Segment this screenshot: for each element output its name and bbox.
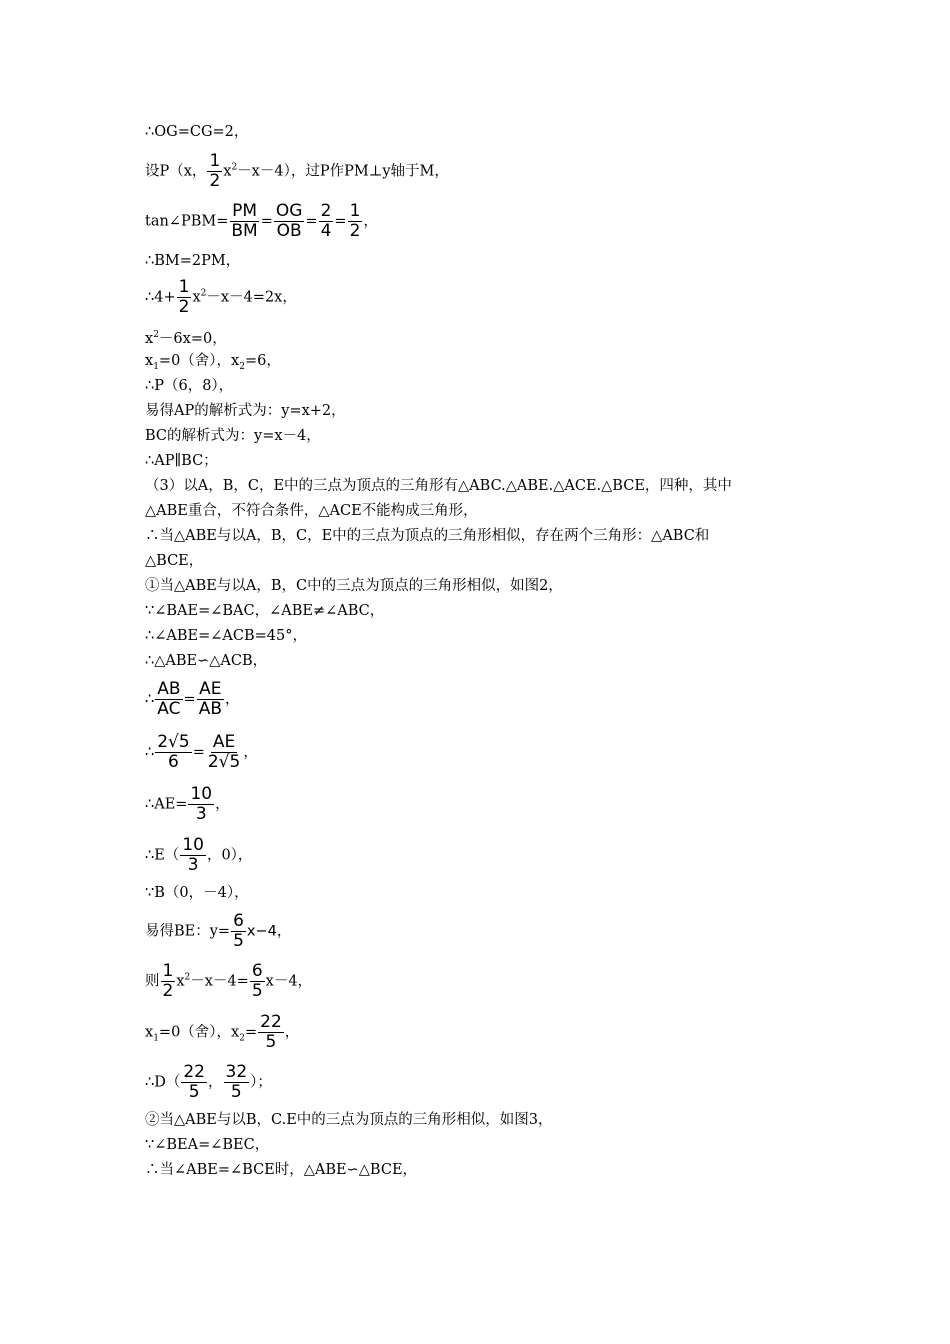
numerator: 10 [182,835,204,855]
numerator: 2√5 [157,732,190,752]
fraction [181,1063,207,1102]
line [145,502,478,520]
text: ∴AE= [145,796,188,813]
fraction [177,278,192,317]
text: －x－4= [190,973,249,990]
line [145,152,449,191]
text: x−4， [246,923,292,940]
text: ∴E（ [145,847,180,864]
text: = [192,744,205,761]
line [145,1063,272,1102]
denominator: 3 [187,855,199,875]
numerator: 32 [225,1062,248,1082]
line [145,912,291,951]
text: ）； [250,1074,272,1091]
line [145,1013,299,1052]
denominator: 2 [162,981,174,1001]
line [145,680,239,719]
text: ∴D（ [145,1074,181,1091]
line [145,652,267,670]
text: ， [243,744,258,761]
fraction [348,202,363,241]
denominator: 5 [265,1032,277,1052]
superscript: 2 [153,330,159,340]
text: △ABE重合，不符合条件，△ACE不能构成三角形， [145,503,478,519]
text: 易得BE：y= [145,923,231,940]
numerator: 1 [178,277,190,297]
line [145,202,378,241]
denominator: AB [198,699,222,719]
superscript: 2 [231,162,238,173]
line [145,402,346,420]
numerator: 22 [260,1012,282,1032]
denominator: 4 [320,221,332,241]
subscript: 1 [153,361,159,372]
text: －6x=0， [158,330,227,347]
text: ①当△ABE与以A，B，C中的三点为顶点的三角形相似，如图2， [145,578,563,594]
numerator: PM [232,201,257,221]
numerator: 22 [183,1062,205,1082]
denominator: 2 [209,171,221,191]
text: ∵∠BAE=∠BAC，∠ABE≠∠ABC， [145,603,385,619]
line [145,278,297,317]
fraction [161,962,176,1001]
line [145,785,230,824]
text: =0（舍），x [158,1024,240,1041]
text: x－4， [265,973,313,990]
line [145,326,227,348]
line [145,252,240,270]
line [145,452,218,470]
denominator: 5 [230,1082,242,1102]
subscript: 2 [239,361,245,372]
text: x [223,163,232,180]
line [145,477,732,495]
text: = [244,1024,258,1041]
line [145,627,307,645]
line [145,836,252,875]
text: ∴BM=2PM， [145,253,241,269]
numerator: AE [212,732,236,752]
text: 则 [145,973,160,990]
line [145,377,233,395]
text: ， [208,1074,223,1091]
fraction [258,1013,284,1052]
text: ∴ [145,744,155,761]
line [145,427,321,445]
text: （3）以A，B，C，E中的三点为顶点的三角形有△ABC.△ABE.△ACE.△BCE，四种，其中 [145,478,732,494]
text: ∴ [145,691,155,708]
line [145,1161,417,1179]
text: x [176,973,185,990]
fraction [188,785,214,824]
line [145,884,249,902]
text: x [145,1024,154,1041]
text: x [145,353,154,369]
numerator: AE [199,679,222,699]
line [145,527,709,545]
line [145,577,563,595]
text: = [334,213,347,230]
superscript: 2 [184,972,191,983]
text: =6， [244,353,281,369]
text: ， [224,691,240,708]
text: ， [284,1024,300,1041]
denominator: BM [231,221,258,241]
text: ∴OG=CG=2， [145,124,249,140]
text: △BCE， [145,553,204,569]
text: ∴△ABE∽△ACB， [145,653,268,669]
text: BC的解析式为：y=x－4， [145,428,321,444]
denominator: 5 [188,1082,200,1102]
line [145,1136,269,1154]
denominator: AC [157,699,181,719]
numerator: 10 [190,784,213,804]
fraction [224,1063,250,1102]
fraction [155,680,182,719]
text: = [260,213,273,230]
subscript: 1 [153,1033,159,1044]
text: tan∠PBM= [145,213,229,230]
numerator: AB [157,679,181,699]
denominator: OB [276,221,302,241]
line [145,123,248,141]
fraction [250,962,265,1001]
numerator: 1 [209,151,221,171]
text: ∴当∠ABE=∠BCE时，△ABE∽△BCE， [145,1162,418,1178]
fraction [197,680,224,719]
line [145,1111,553,1129]
text: ∵∠BEA=∠BEC， [145,1137,270,1153]
text: ∴4+ [145,289,176,306]
fraction [231,912,246,951]
text: ∴P（6，8）， [145,378,234,394]
line [145,552,203,570]
superscript: 2 [200,288,207,299]
text: ②当△ABE与以B，C.E中的三点为顶点的三角形相似，如图3， [145,1112,553,1128]
text: ， [215,796,230,813]
numerator: OG [275,201,303,221]
text: x [192,289,201,306]
text: ， [363,213,378,230]
fraction [229,202,259,241]
numerator: 6 [251,961,263,981]
fraction [319,202,334,241]
line [145,962,312,1001]
text: ∴AP∥BC； [145,453,218,469]
numerator: 1 [162,961,174,981]
text: ∵B（0，－4）， [145,885,249,901]
fraction [274,202,305,241]
text: =0（舍），x [158,353,240,369]
text: = [183,691,196,708]
text: 易得AP的解析式为：y=x+2， [145,403,346,419]
numerator: 2 [320,201,332,221]
text: ∴当△ABE与以A，B，C，E中的三点为顶点的三角形相似，存在两个三角形：△ABC和 [145,528,710,544]
text: ，0）， [206,847,253,864]
denominator: 6 [168,752,179,772]
text: ∴∠ABE=∠ACB=45°， [145,628,307,644]
numerator: 1 [349,201,361,221]
denominator: 5 [251,981,263,1001]
denominator: 5 [233,931,244,951]
fraction [180,836,206,875]
denominator: 2√5 [207,752,241,772]
subscript: 2 [239,1033,245,1044]
fraction [206,733,242,772]
line [145,602,384,620]
text: －x－4），过P作PM⊥y轴于M， [237,163,449,180]
text: = [305,213,318,230]
denominator: 2 [349,221,361,241]
text: －x－4=2x， [206,289,297,306]
text: 设P（x， [145,163,207,180]
text: x [145,330,154,347]
line [145,352,281,376]
numerator: 6 [233,911,244,931]
fraction [155,733,191,772]
denominator: 3 [195,804,207,824]
fraction [207,152,222,191]
denominator: 2 [178,297,190,317]
line [145,733,258,772]
